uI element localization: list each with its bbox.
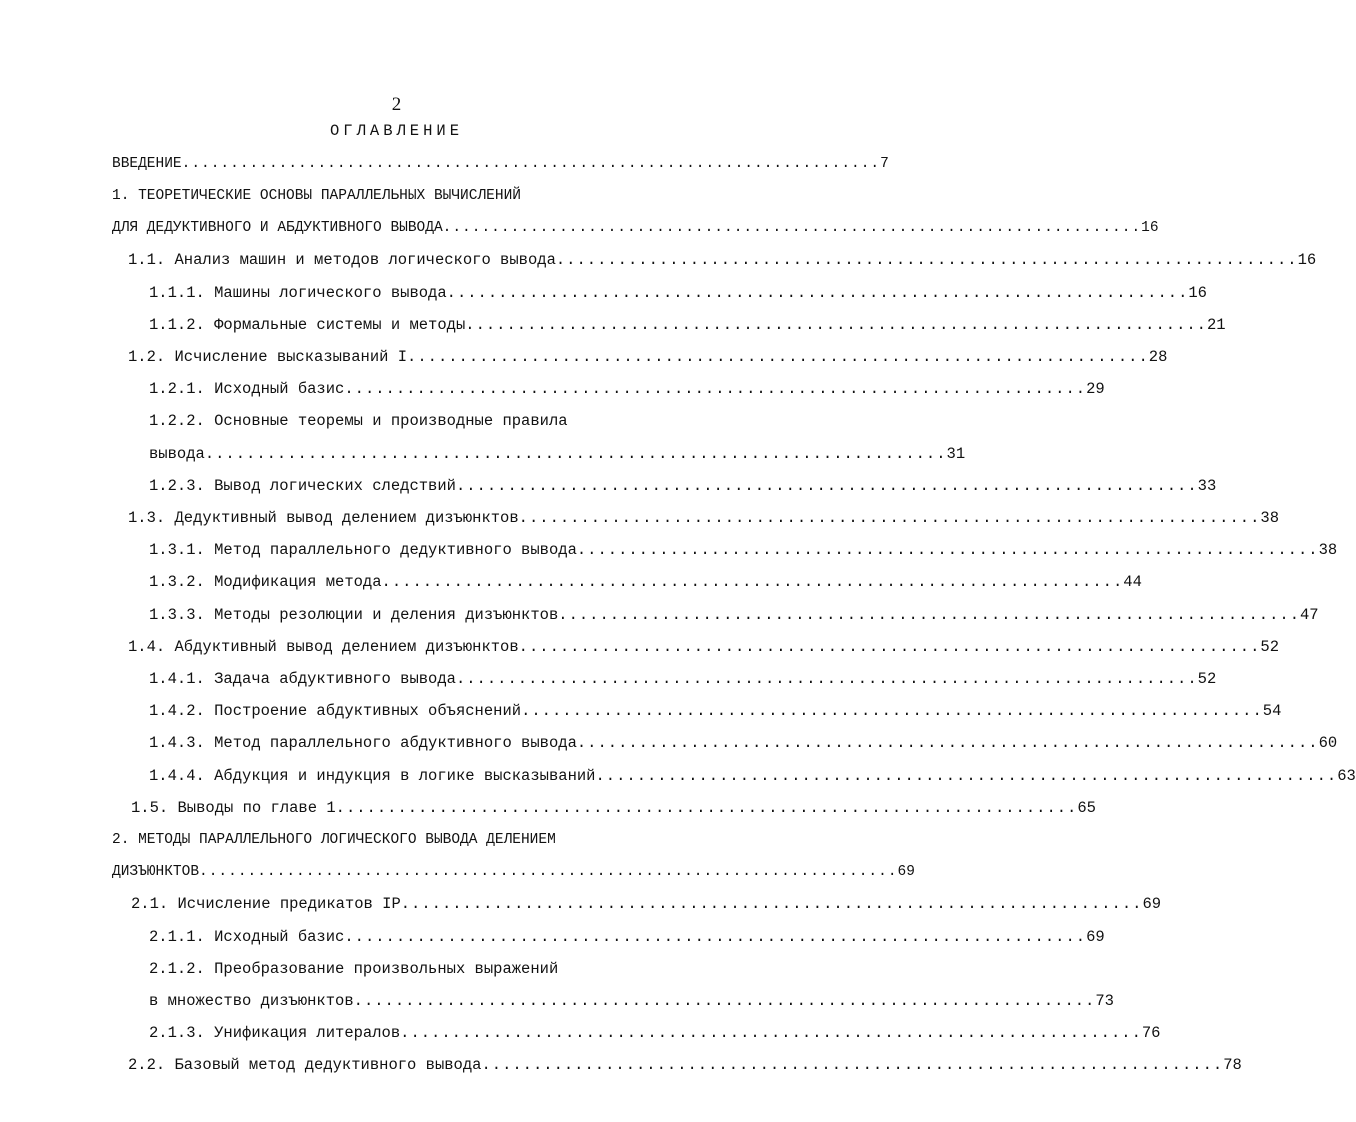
toc-title: ОГЛАВЛЕНИЕ	[329, 122, 463, 140]
toc-entry-1-2-2-cont: вывода ........................................................................ 31	[149, 445, 966, 463]
dot-leader: ........................................................................	[555, 251, 1298, 269]
toc-entry-1-3-1: 1.3.1. Метод параллельного дедуктивного вывода ........................................................................ 38	[149, 541, 1338, 559]
dot-leader: ........................................................................	[204, 445, 947, 463]
dot-leader: ........................................................................	[400, 895, 1143, 913]
dot-leader: ........................................................................	[344, 928, 1087, 946]
toc-entry-1-3-2: 1.3.2. Модификация метода ........................................................................ 44	[149, 573, 1142, 591]
toc-entry-1-1-1: 1.1.1. Машины логического вывода ........................................................................ 16	[149, 284, 1207, 302]
toc-entry-1-4-3: 1.4.3. Метод параллельного абдуктивного вывода ........................................................................ 60	[149, 734, 1338, 752]
dot-leader: ........................................................................	[335, 799, 1078, 817]
page-number: 2	[391, 94, 402, 115]
toc-entry-1-1: 1.1. Анализ машин и методов логического вывода ........................................................................ 16	[128, 251, 1317, 269]
toc-entry-1-2-1: 1.2.1. Исходный базис ........................................................................ 29	[149, 380, 1105, 398]
dot-leader: ........................................................................	[576, 541, 1319, 559]
toc-entry-1-3-3: 1.3.3. Методы резолюции и деления дизъюнктов ........................................................................ 47	[149, 606, 1319, 624]
toc-entry-2-1-1: 2.1.1. Исходный базис ........................................................................ 69	[149, 928, 1105, 946]
toc-entry-1-4-2: 1.4.2. Построение абдуктивных объяснений ........................................................................ 54	[149, 702, 1282, 720]
toc-entry-1-4: 1.4. Абдуктивный вывод делением дизъюнктов ........................................................................ 52	[128, 638, 1279, 656]
dot-leader: ........................................................................	[455, 477, 1198, 495]
dot-leader: ........................................................................	[558, 606, 1300, 624]
toc-entry-1-1-2: 1.1.2. Формальные системы и методы ........................................................................ 21	[149, 316, 1226, 334]
toc-entry-1-4-4: 1.4.4. Абдукция и индукция в логике высказываний ........................................................................ 63	[149, 767, 1356, 785]
dot-leader: ........................................................................	[576, 734, 1319, 752]
toc-entry-chapter-2: 2. МЕТОДЫ ПАРАЛЛЕЛЬНОГО ЛОГИЧЕСКОГО ВЫВОДА ДЕЛЕНИЕМ	[112, 832, 556, 848]
toc-entry-1-2: 1.2. Исчисление высказываний I ........................................................................ 28	[128, 348, 1168, 366]
toc-entry-2-1-2-cont: в множество дизъюнктов ........................................................................ 73	[149, 992, 1114, 1010]
toc-entry-1-5: 1.5. Выводы по главе 1 ........................................................................ 65	[131, 799, 1096, 817]
dot-leader: ........................................................................	[446, 284, 1189, 302]
dot-leader: ........................................................................	[595, 767, 1338, 785]
dot-leader: ........................................................................	[518, 509, 1261, 527]
dot-leader: ........................................................................	[353, 992, 1096, 1010]
dot-leader: ........................................................................	[199, 864, 898, 880]
dot-leader: ........................................................................	[181, 156, 881, 172]
toc-entry-2-1: 2.1. Исчисление предикатов IP ........................................................................ 69	[131, 895, 1162, 913]
dot-leader: ........................................................................	[481, 1056, 1224, 1074]
dot-leader: ........................................................................	[518, 638, 1261, 656]
dot-leader: ........................................................................	[381, 573, 1124, 591]
dot-leader: ........................................................................	[455, 670, 1198, 688]
toc-entry-introduction: ВВЕДЕНИЕ ........................................................................ 7	[112, 156, 889, 172]
toc-entry-1-2-3: 1.2.3. Вывод логических следствий ........................................................................ 33	[149, 477, 1217, 495]
toc-entry-2-1-3: 2.1.3. Унификация литералов ........................................................................ 76	[149, 1024, 1161, 1042]
toc-entry-chapter-1-cont: ДЛЯ ДЕДУКТИВНОГО И АБДУКТИВНОГО ВЫВОДА ........................................................................ 16	[112, 220, 1159, 236]
toc-entry-2-1-2: 2.1.2. Преобразование произвольных выражений	[149, 960, 559, 978]
dot-leader: ........................................................................	[344, 380, 1087, 398]
dot-leader: ........................................................................	[400, 1024, 1142, 1042]
dot-leader: ........................................................................	[407, 348, 1149, 366]
dot-leader: ........................................................................	[465, 316, 1207, 334]
toc-entry-chapter-2-cont: ДИЗЪЮНКТОВ ........................................................................ 69	[112, 864, 915, 880]
toc-entry-2-2: 2.2. Базовый метод дедуктивного вывода ........................................................................ 78	[128, 1056, 1242, 1074]
toc-entry-1-4-1: 1.4.1. Задача абдуктивного вывода ........................................................................ 52	[149, 670, 1217, 688]
toc-entry-1-2-2: 1.2.2. Основные теоремы и производные правила	[149, 412, 568, 430]
toc-entry-1-3: 1.3. Дедуктивный вывод делением дизъюнктов ........................................................................ 38	[128, 509, 1279, 527]
dot-leader: ........................................................................	[442, 220, 1142, 236]
toc-entry-chapter-1: 1. ТЕОРЕТИЧЕСКИЕ ОСНОВЫ ПАРАЛЛЕЛЬНЫХ ВЫЧИСЛЕНИЙ	[112, 188, 521, 204]
dot-leader: ........................................................................	[521, 702, 1263, 720]
